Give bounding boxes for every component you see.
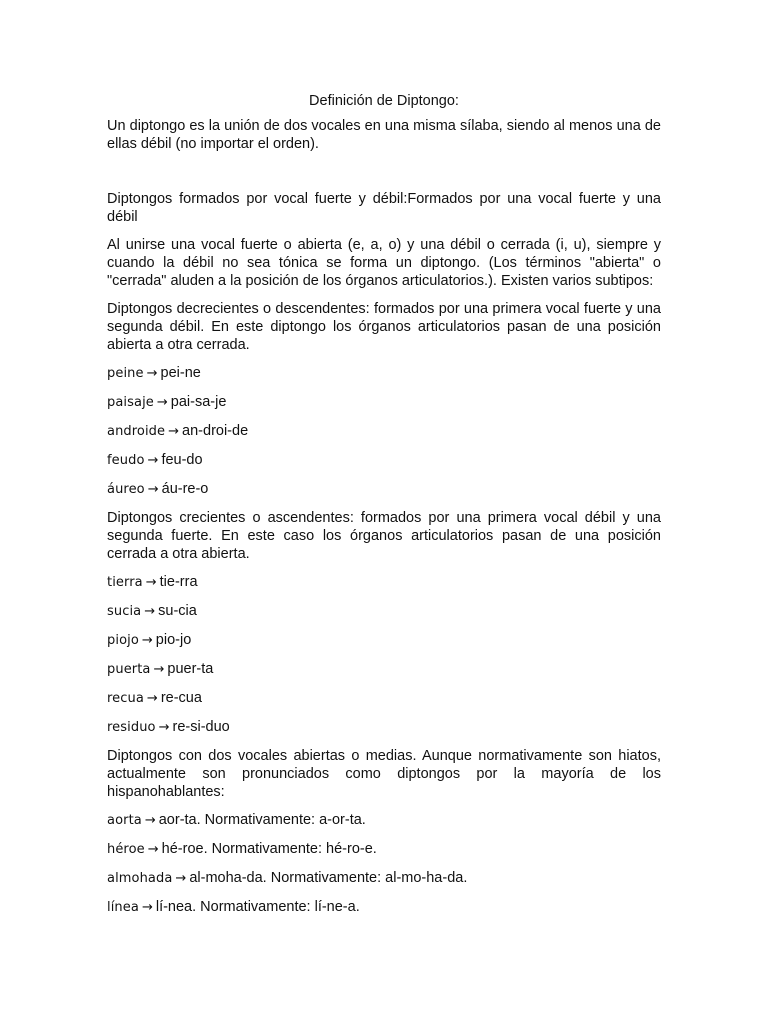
document-page — [107, 92, 661, 927]
example-item — [107, 451, 661, 470]
example-word: aorta — [107, 813, 142, 828]
example-word: áureo — [107, 482, 145, 497]
example-split: tie-rra — [159, 574, 198, 590]
intro-paragraph: Un diptongo es la unión de dos vocales en una misma sílaba, siendo al menos una de ellas débil (no importar el orden). — [107, 118, 661, 152]
example-word: almohada — [107, 871, 173, 886]
decrecientes-paragraph: Diptongos decrecientes o descendentes: formados por una primera vocal fuerte y una segunda débil. En este diptongo los órganos articulatorios pasan de una posición abierta a otra cerrada. — [107, 301, 661, 353]
example-item — [107, 573, 661, 592]
example-word: héroe — [107, 842, 145, 857]
decrecientes-examples — [107, 364, 661, 499]
example-split: pio-jo — [155, 632, 192, 648]
crecientes-examples — [107, 573, 661, 737]
example-split: pei-ne — [160, 365, 201, 381]
arrow-icon: → — [153, 662, 165, 677]
example-split: an-droi-de — [182, 423, 249, 439]
section-heading: Diptongos formados por vocal fuerte y débil:Formados por una vocal fuerte y una débil — [107, 191, 661, 225]
page-title: Definición de Diptongo: — [309, 93, 459, 109]
abiertas-examples — [107, 811, 661, 917]
example-item — [107, 602, 661, 621]
arrow-icon: → — [144, 604, 156, 619]
example-word: tierra — [107, 575, 143, 590]
example-item — [107, 364, 661, 383]
example-split: áu-re-o — [161, 481, 209, 497]
example-split: lí-nea. Normativamente: lí-ne-a. — [155, 899, 360, 915]
example-item — [107, 840, 661, 859]
example-item — [107, 898, 661, 917]
arrow-icon: → — [168, 424, 180, 439]
example-item — [107, 422, 661, 441]
spacer — [107, 153, 661, 190]
example-word: piojo — [107, 633, 139, 648]
example-split: feu-do — [161, 452, 203, 468]
example-split: re-si-duo — [172, 719, 230, 735]
arrow-icon: → — [141, 900, 153, 915]
arrow-icon: → — [144, 813, 156, 828]
example-word: puerta — [107, 662, 151, 677]
example-item — [107, 718, 661, 737]
example-word: residuo — [107, 720, 156, 735]
arrow-icon: → — [141, 633, 153, 648]
example-item — [107, 689, 661, 708]
example-word: peine — [107, 366, 144, 381]
example-word: androide — [107, 424, 166, 439]
example-item — [107, 660, 661, 679]
example-split: pai-sa-je — [170, 394, 227, 410]
arrow-icon: → — [147, 453, 159, 468]
example-split: hé-roe. Normativamente: hé-ro-e. — [161, 841, 377, 857]
arrow-icon: → — [146, 366, 158, 381]
arrow-icon: → — [145, 575, 157, 590]
example-word: recua — [107, 691, 144, 706]
arrow-icon: → — [156, 395, 168, 410]
example-split: re-cua — [160, 690, 202, 706]
arrow-icon: → — [146, 691, 158, 706]
example-word: paisaje — [107, 395, 154, 410]
example-split: puer-ta — [167, 661, 214, 677]
example-split: su-cia — [158, 603, 197, 619]
example-item — [107, 480, 661, 499]
arrow-icon: → — [147, 482, 159, 497]
example-word: feudo — [107, 453, 145, 468]
example-item — [107, 393, 661, 412]
arrow-icon: → — [147, 842, 159, 857]
example-split: al-moha-da. Normativamente: al-mo-ha-da. — [189, 870, 468, 886]
arrow-icon: → — [158, 720, 170, 735]
example-item — [107, 631, 661, 650]
example-word: línea — [107, 900, 139, 915]
example-word: sucia — [107, 604, 142, 619]
example-item — [107, 811, 661, 830]
abiertas-paragraph: Diptongos con dos vocales abiertas o medias. Aunque normativamente son hiatos, actualmente son pronunciados como diptongos por la mayoría de los hispanohablantes: — [107, 748, 661, 800]
example-item — [107, 869, 661, 888]
example-split: aor-ta. Normativamente: a-or-ta. — [158, 812, 366, 828]
crecientes-paragraph: Diptongos crecientes o ascendentes: formados por una primera vocal débil y una segunda fuerte. En este caso los órganos articulatorios pasan de una posición cerrada a otra abierta. — [107, 510, 661, 562]
arrow-icon: → — [175, 871, 187, 886]
section-body: Al unirse una vocal fuerte o abierta (e, a, o) y una débil o cerrada (i, u), siempre y cuando la débil no sea tónica se forma un diptongo. (Los términos "abierta" o "cerrada" aluden a la posición de los órganos articulatorios.). Existen varios subtipos: — [107, 237, 661, 289]
